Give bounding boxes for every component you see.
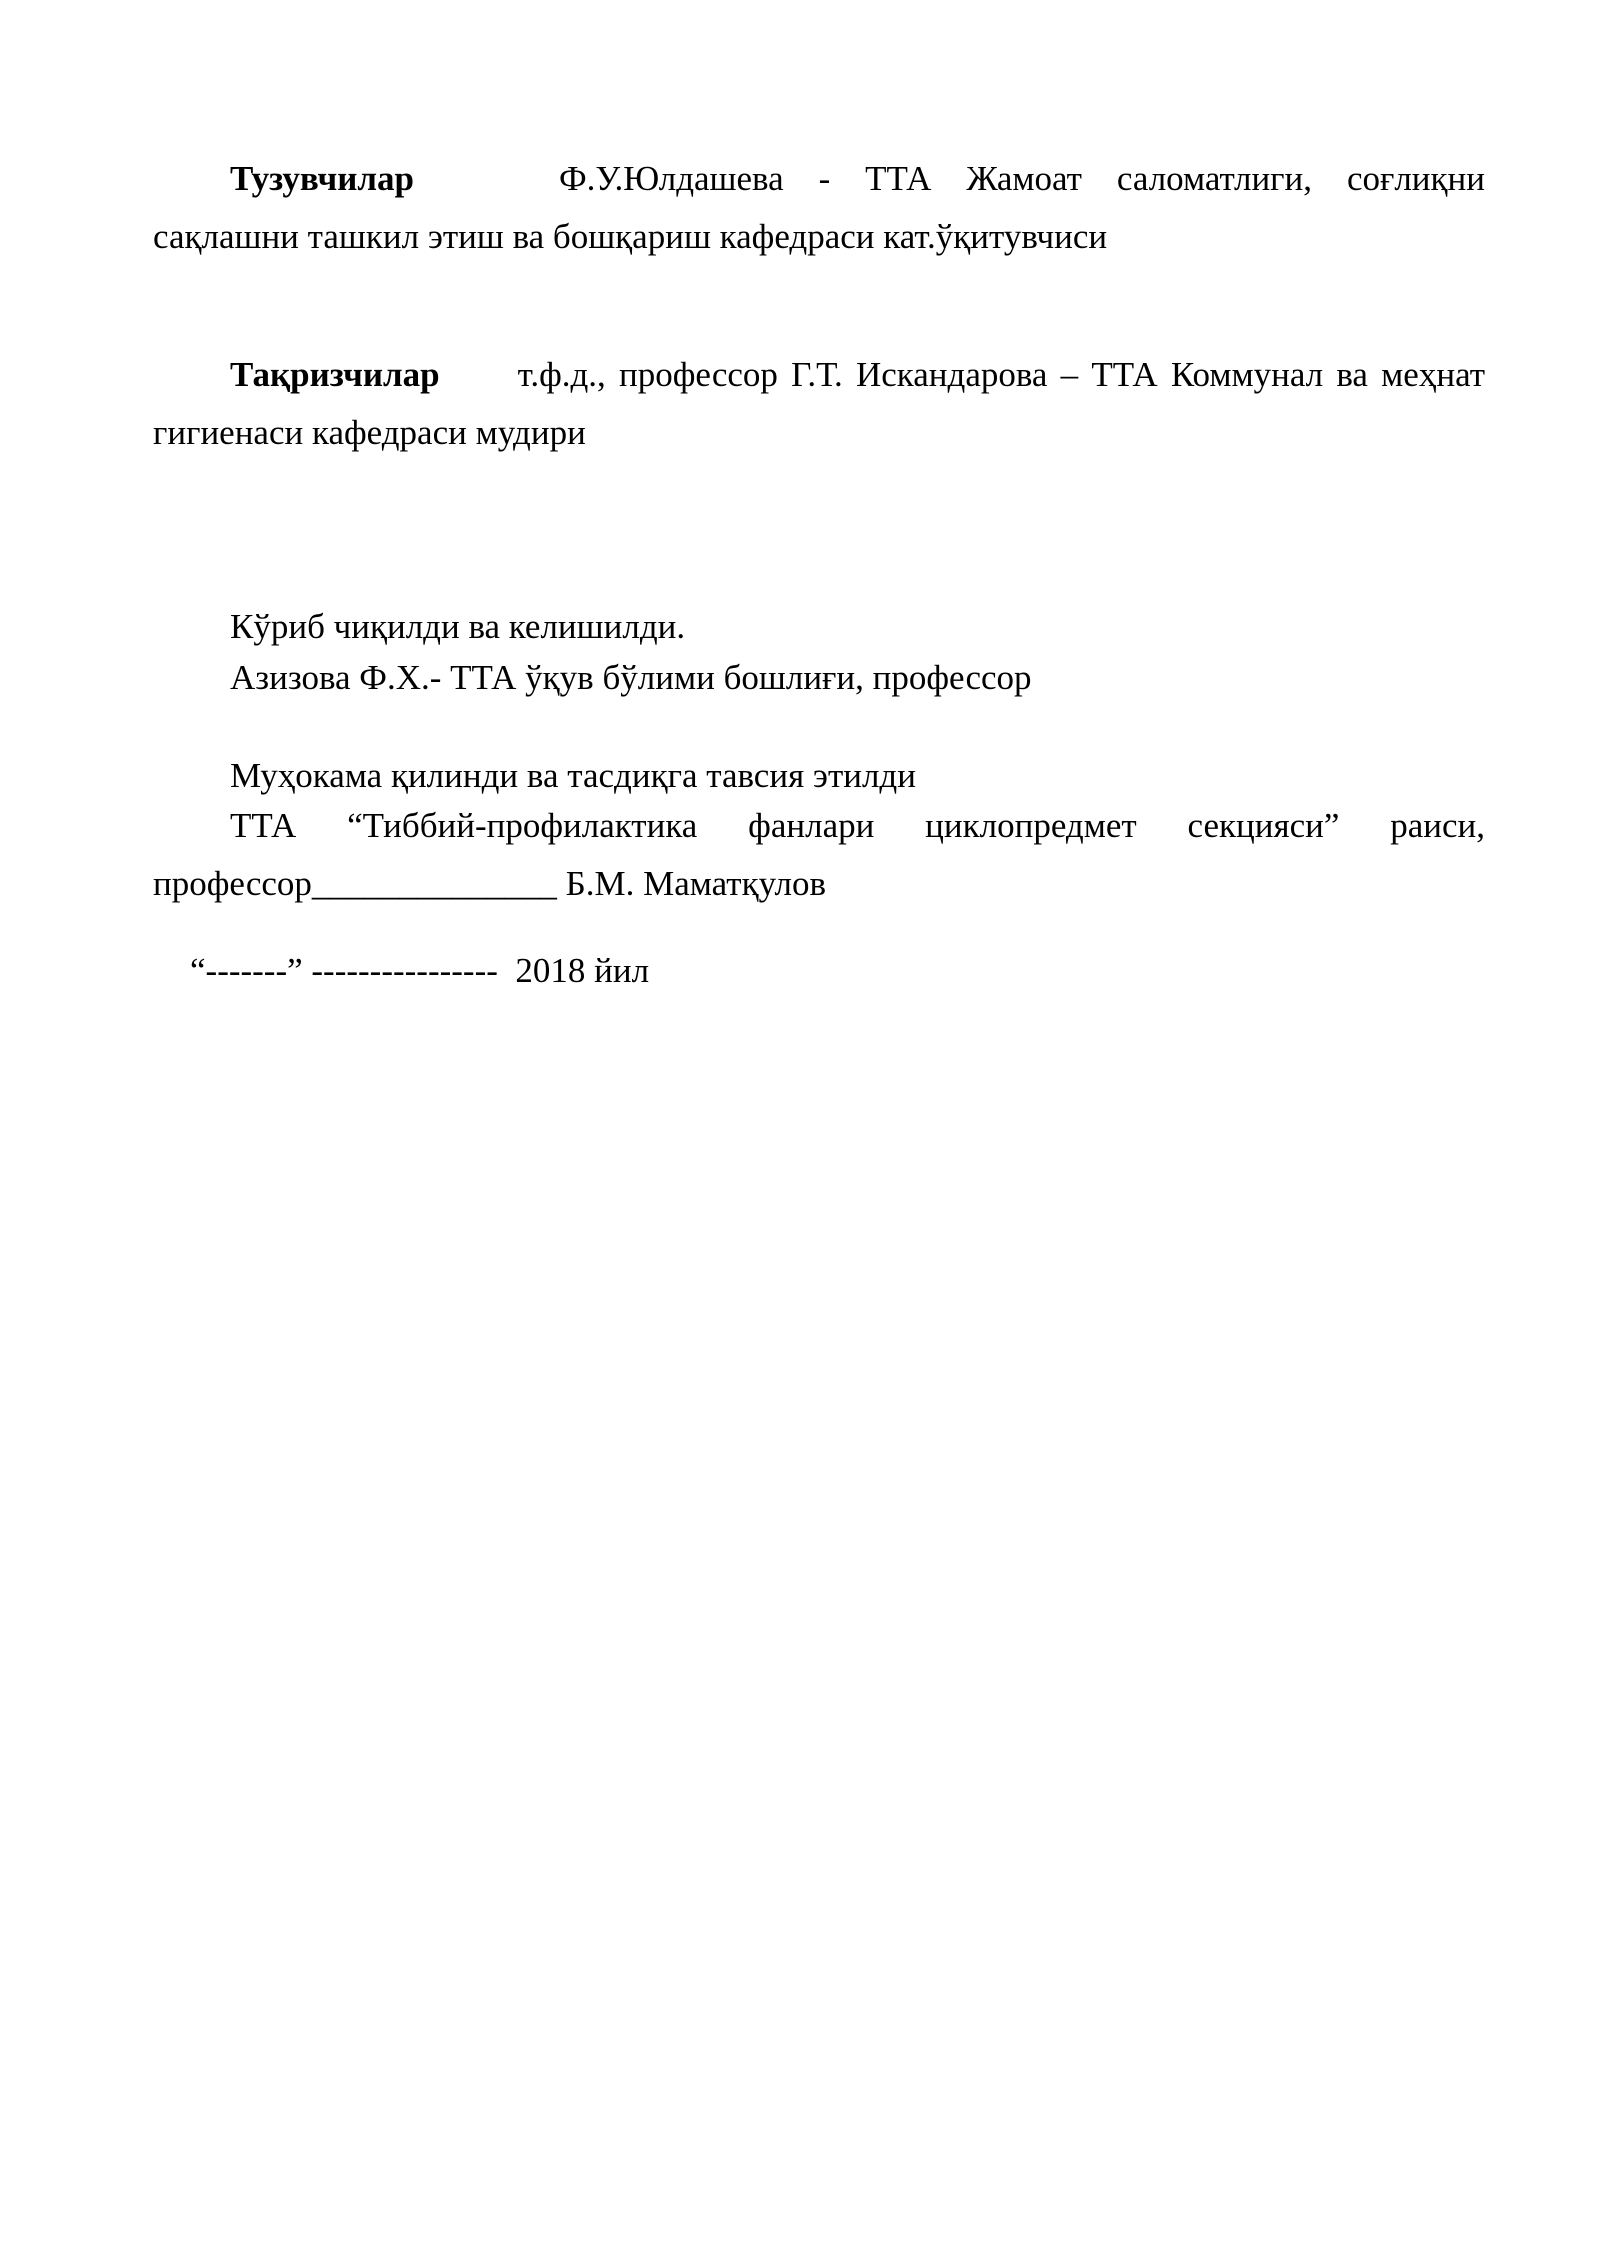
compilers-text: Ф.У.Юлдашева - ТТА Жамоат саломатлиги, соғлиқни сақлашни ташкил этиш ва бошқариш кафедраси кат.ўқитувчиси	[153, 159, 1485, 256]
reviewers-text: т.ф.д., профессор Г.Т. Искандарова – ТТА Коммунал ва меҳнат гигиенаси кафедраси мудири	[153, 355, 1485, 452]
review-line: Кўриб чиқилди ва келишилди.	[230, 607, 686, 646]
review-approver-line: Азизова Ф.Х.- ТТА ўқув бўлими бошлиғи, профессор	[230, 658, 1032, 697]
reviewers-label: Тақризчилар	[230, 355, 440, 394]
approval-chair-paragraph: ТТА “Тиббий-профилактика фанлари циклопредмет секцияси” раиси, профессор______________ Б.М. Маматқулов	[153, 806, 1485, 903]
compilers-label: Тузувчилар	[230, 159, 415, 198]
approval-line: Муҳокама қилинди ва тасдиқга тавсия этилди	[230, 756, 916, 795]
date-line: “-------” ---------------- 2018 йил	[190, 951, 650, 990]
compilers-paragraph	[153, 150, 1485, 266]
reviewers-paragraph	[153, 346, 1485, 462]
